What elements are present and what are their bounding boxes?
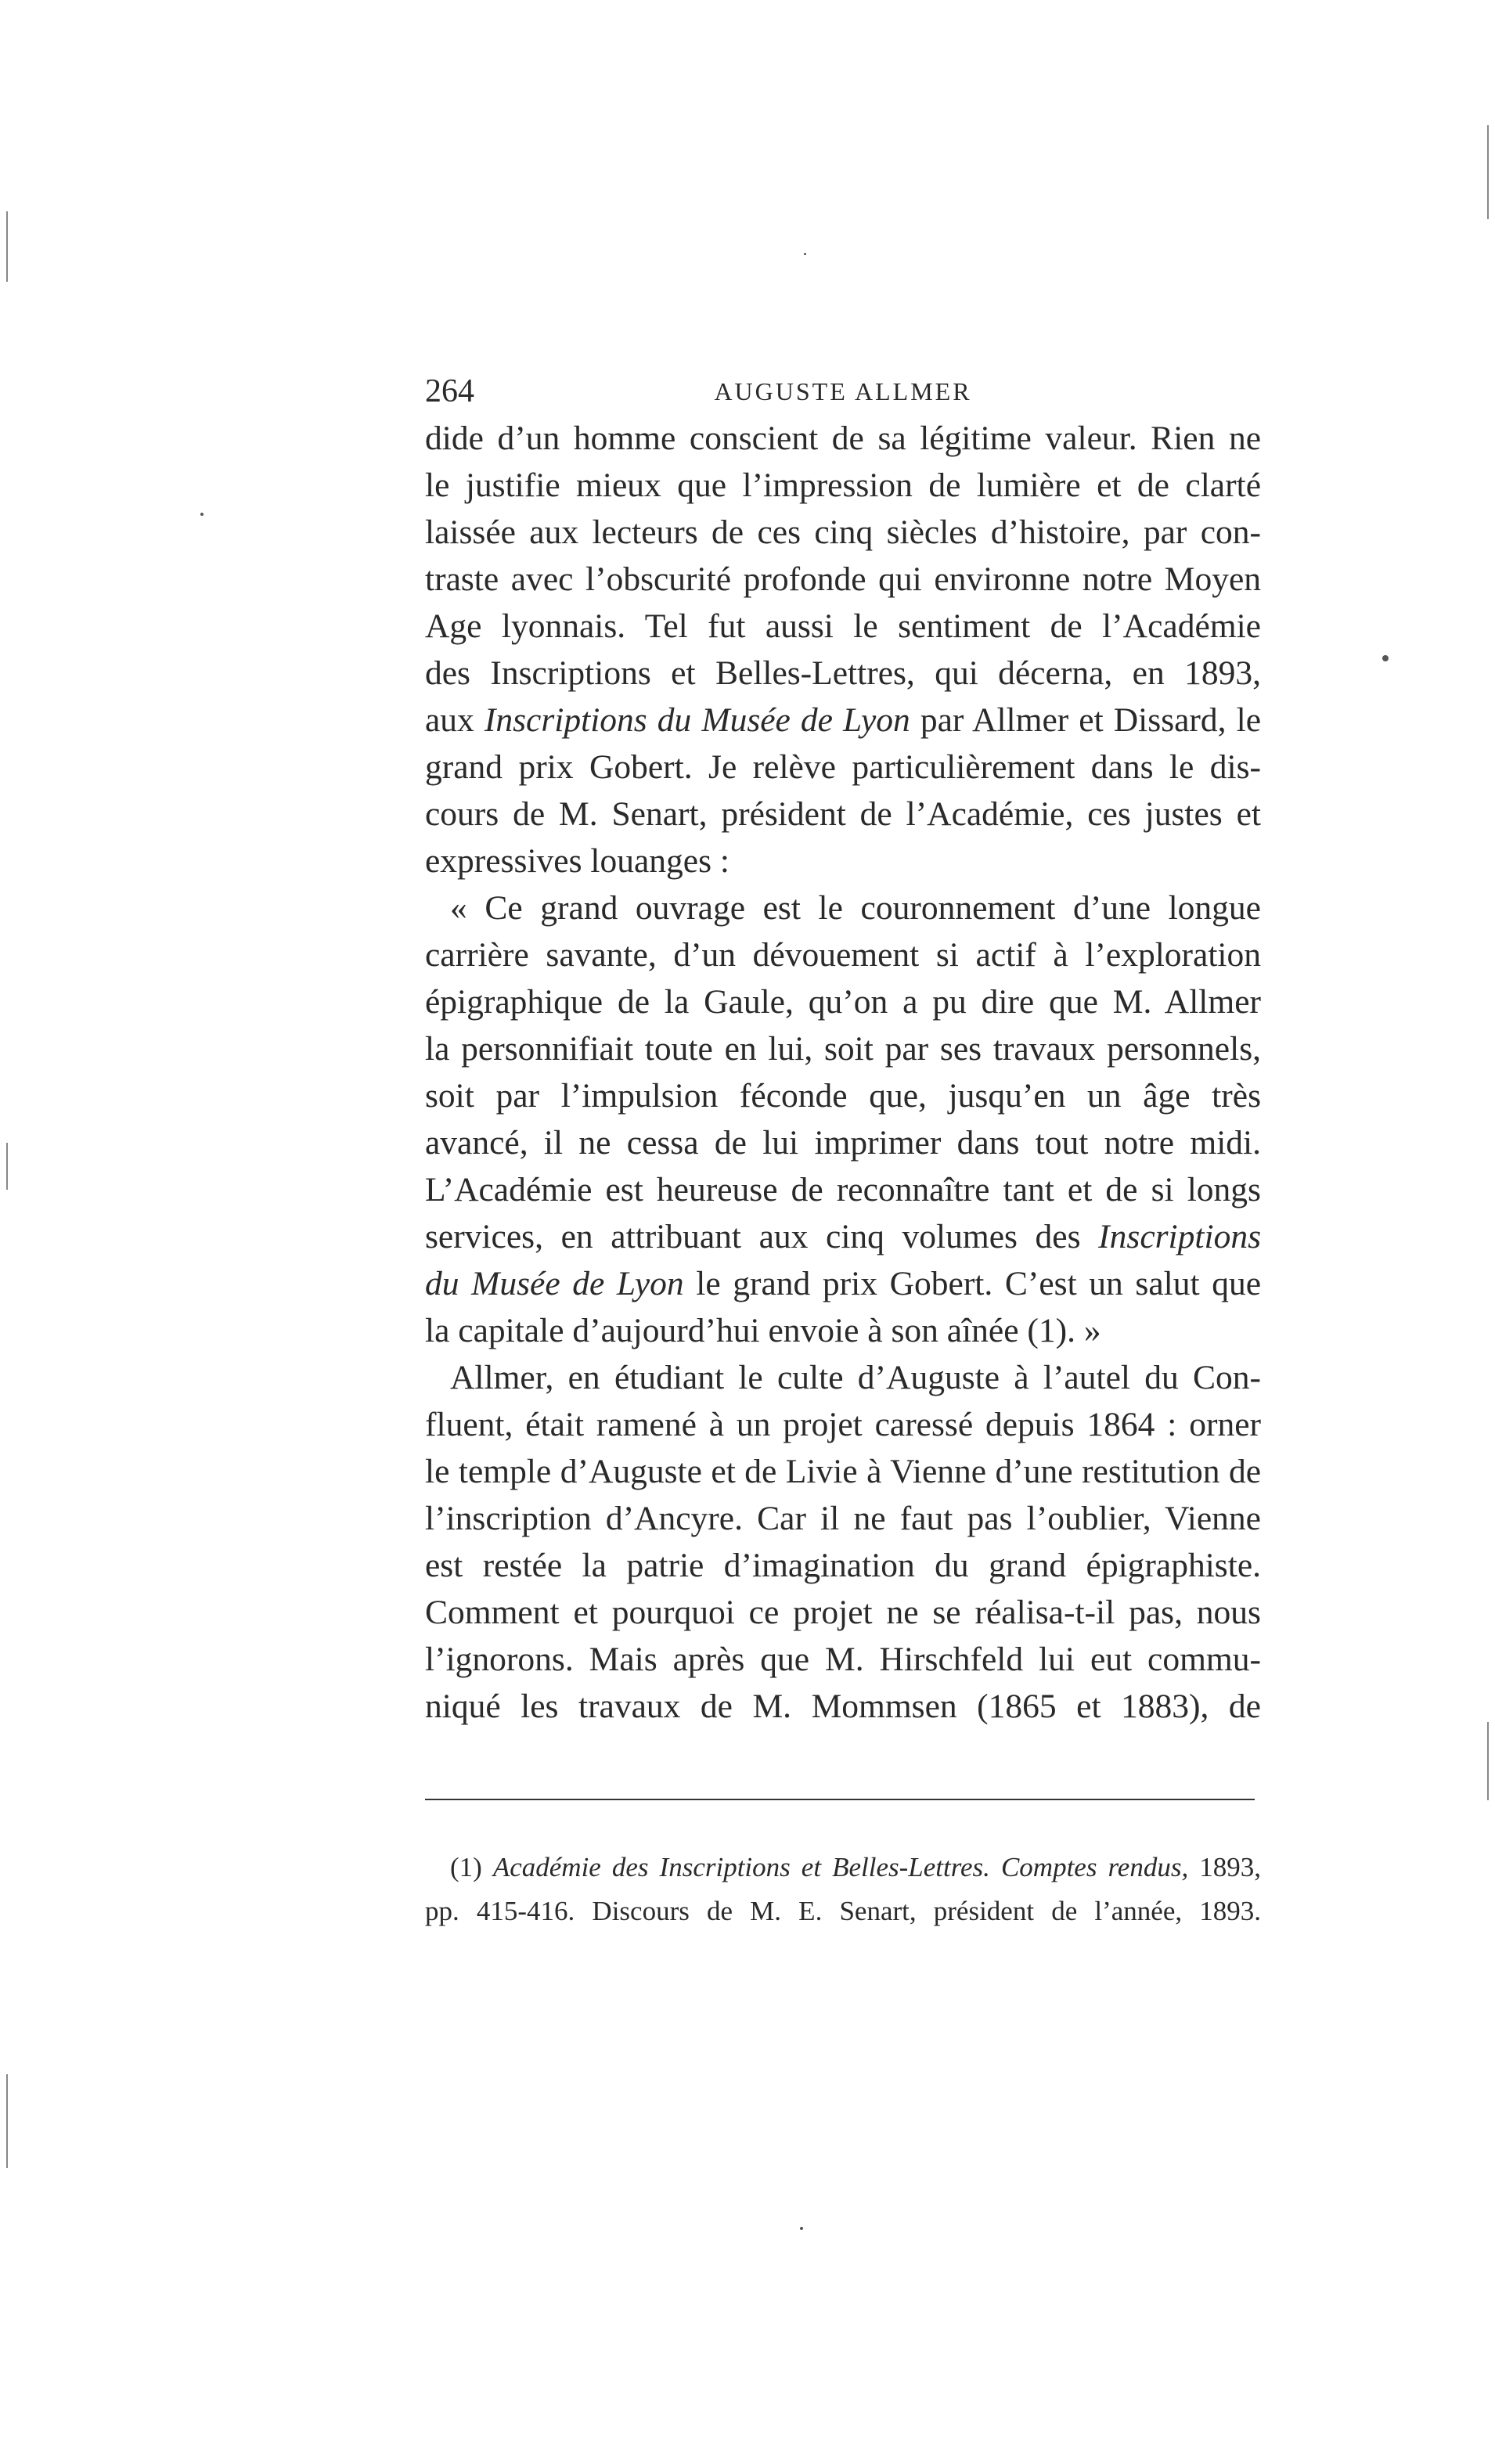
- text-line: le justifie mieux que l’impression de lumière et de clarté: [425, 467, 1261, 504]
- text-line: l’inscription d’Ancyre. Car il ne faut pas l’oublier, Vienne: [425, 1500, 1261, 1537]
- scan-edge-mark: [6, 211, 8, 282]
- text-line: expressives louanges :: [425, 842, 729, 880]
- text-line: l’ignorons. Mais après que M. Hirschfeld lui eut commu-: [425, 1641, 1261, 1678]
- scan-edge-mark: [6, 2074, 8, 2168]
- quote-line: carrière savante, d’un dévouement si actif à l’exploration: [425, 936, 1261, 974]
- text-line: le temple d’Auguste et de Livie à Vienne d’une restitution de: [425, 1453, 1261, 1490]
- scan-speck: [804, 253, 806, 255]
- footnote-divider: [425, 1799, 1255, 1800]
- text-line: est restée la patrie d’imagination du grand épigraphiste.: [425, 1547, 1261, 1584]
- quote-line: la personnifiait toute en lui, soit par ses travaux personnels,: [425, 1030, 1261, 1068]
- book-title-italic: Inscriptions: [1098, 1218, 1261, 1255]
- quote-line: du Musée de Lyon le grand prix Gobert. C’est un salut que: [425, 1265, 1262, 1302]
- page-number: 264: [425, 373, 474, 409]
- quote-line: avancé, il ne cessa de lui imprimer dans tout notre midi.: [425, 1124, 1261, 1162]
- scan-edge-mark: [1487, 125, 1489, 219]
- text-line: laissée aux lecteurs de ces cinq siècles d’histoire, par con-: [425, 513, 1261, 551]
- scan-speck: [800, 2227, 803, 2230]
- text-line: cours de M. Senart, président de l’Académie, ces justes et: [425, 795, 1261, 833]
- text-line: des Inscriptions et Belles-Lettres, qui décerna, en 1893,: [425, 654, 1261, 692]
- quote-line: la capitale d’aujourd’hui envoie à son aînée (1). »: [425, 1312, 1101, 1349]
- page-header: [425, 368, 1261, 415]
- text-line: Comment et pourquoi ce projet ne se réalisa-t-il pas, nous: [425, 1594, 1261, 1631]
- running-title: AUGUSTE ALLMER: [714, 377, 972, 405]
- quote-line: services, en attribuant aux cinq volumes des Inscriptions: [425, 1218, 1261, 1255]
- footnotes: [425, 1846, 1261, 1933]
- text-line: fluent, était ramené à un projet caressé depuis 1864 : orner: [425, 1406, 1261, 1443]
- quote-line: « Ce grand ouvrage est le couronnement d’une longue: [450, 889, 1261, 927]
- quote-line: L’Académie est heureuse de reconnaître tant et de si longs: [425, 1171, 1261, 1209]
- text-line: aux Inscriptions du Musée de Lyon par Allmer et Dissard, le: [425, 701, 1261, 739]
- footnote-line: (1) Académie des Inscriptions et Belles-Lettres. Comptes rendus, 1893,: [450, 1852, 1261, 1882]
- scan-edge-mark: [6, 1143, 8, 1190]
- book-page: [425, 368, 1261, 1933]
- text-line: Age lyonnais. Tel fut aussi le sentiment de l’Académie: [425, 607, 1261, 645]
- scan-speck: [1382, 655, 1389, 661]
- text-line: Allmer, en étudiant le culte d’Auguste à l’autel du Con-: [450, 1359, 1261, 1396]
- quote-line: soit par l’impulsion féconde que, jusqu’en un âge très: [425, 1077, 1261, 1115]
- book-title-italic: du Musée de Lyon: [425, 1265, 684, 1302]
- text-line: niqué les travaux de M. Mommsen (1865 et 1883), de: [425, 1688, 1261, 1725]
- text-line: grand prix Gobert. Je relève particulièrement dans le dis-: [425, 748, 1261, 786]
- quote-line: épigraphique de la Gaule, qu’on a pu dire que M. Allmer: [425, 983, 1261, 1021]
- text-line: traste avec l’obscurité profonde qui environne notre Moyen: [425, 560, 1261, 598]
- main-text: [425, 415, 1261, 1730]
- book-title-italic: Inscriptions du Musée de Lyon: [484, 701, 910, 739]
- scan-speck: [200, 513, 204, 516]
- scan-edge-mark: [1487, 1722, 1489, 1800]
- text-line: dide d’un homme conscient de sa légitime valeur. Rien ne: [425, 420, 1261, 457]
- footnote-line: pp. 415-416. Discours de M. E. Senart, président de l’année, 1893.: [425, 1896, 1261, 1926]
